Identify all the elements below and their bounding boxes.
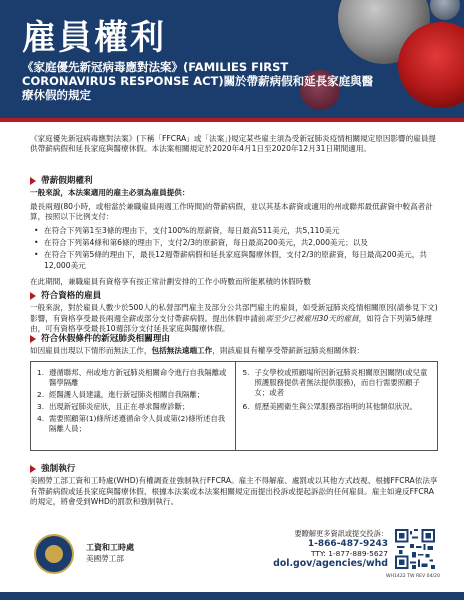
page-title: 雇員權利	[22, 18, 166, 58]
reasons-box	[30, 361, 438, 451]
paid-leave-heading: 帶薪假期權利	[41, 176, 93, 186]
tty-number[interactable]: TTY: 1-877-889-5627	[311, 549, 388, 558]
reasons-column-right	[236, 362, 437, 450]
list-item: • 在符合下列第1至3條的理由下，支付100%的原薪資，每日最高511美元，共5,110美元	[30, 226, 438, 236]
paid-leave-note: 在此期間，兼職雇員有資格享有按正常計劃安排的工作小時數而所能累積的休假時數	[30, 277, 311, 287]
list-item: 5. 子女學校或照顧場所因新冠肺炎相關原因關閉(或兒童照護服務提供者無法提供服務)，而自行需要照顧子女；或者	[242, 368, 428, 397]
list-item: 1. 遵循聯邦、州或地方新冠肺炎相關命令進行自我隔離或醫學隔離	[37, 368, 227, 387]
paid-leave-text: 最長兩週(80小時，或相當於兼職雇員兩週工作時間)的帶薪病假，並以其基本薪資或適用的州或聯邦最低薪資中較高者計算，按照以下比例支付：	[30, 201, 433, 222]
paid-leave-lead: 一般來說，本法案適用的雇主必須為雇員提供：	[30, 188, 190, 198]
page-header	[0, 0, 464, 118]
section-arrow-icon	[30, 465, 36, 473]
eligible-heading: 符合資格的雇員	[41, 291, 102, 301]
footer-bar	[0, 592, 464, 600]
section-heading	[30, 334, 438, 344]
contact-label: 要瞭解更多資訊或提交投訴：	[294, 529, 388, 538]
section-arrow-icon	[30, 292, 36, 300]
list-item: 6. 經歷美國衛生與公眾服務部指明的其他類似狀況。	[242, 402, 418, 411]
qualifying-section	[30, 334, 438, 357]
enforcement-heading: 強制執行	[41, 464, 76, 474]
contact-block	[250, 529, 388, 569]
list-item: • 在符合下列第5條的理由下，最長12週帶薪病假和延長家庭與醫療休假，支付2/3的原薪資，每日最高200美元，共12,000美元	[30, 250, 438, 271]
page-footer	[0, 525, 464, 600]
website-link[interactable]: dol.gov/agencies/whd	[273, 558, 388, 569]
list-item: 3. 出現新冠肺炎症狀，且正在尋求醫療診斷；	[37, 402, 190, 411]
qr-code-icon[interactable]	[395, 529, 435, 569]
section-heading	[30, 176, 438, 186]
dept-subtitle: 美國勞工部	[86, 554, 124, 563]
enforcement-text: 美國勞工部工資和工時處(WHD)有權調查並強制執行FFCRA。雇主不得解雇、處罰或以其他方式歧視、根據FFCRA依法享有帶薪病假或延長家庭與醫療休假、根據本法案或本法案相關規定而提出投訴或提起訴訟的任何雇員。雇主如違反FFCRA的規定，將會受到WHD的罰款和強制執行。	[30, 476, 438, 507]
virus-image	[430, 0, 460, 20]
section-arrow-icon	[30, 335, 36, 343]
qualifying-heading: 符合休假條件的新冠肺炎相關理由	[41, 334, 170, 344]
eligible-section	[30, 291, 438, 335]
phone-number[interactable]: 1-866-487-9243	[307, 539, 388, 549]
enforcement-section	[30, 464, 438, 508]
qualifying-text: 如因雇員出現以下情形而無法工作，包括無法遠端工作，則該雇員有權享受帶薪新冠肺炎相關休假：	[30, 346, 365, 356]
paid-leave-list	[30, 226, 438, 272]
list-item: 2. 經醫護人員建議，進行新冠肺炎相關自我隔離；	[37, 390, 205, 399]
dept-name: 工資和工時處	[86, 543, 134, 552]
intro-paragraph: 《家庭優先新冠病毒應對法案》(下稱「FFCRA」或「法案」)規定某些雇主須為受新冠肺炎疫情相關規定原因影響的雇員提供帶薪病假和延長家庭與醫療休假。本法案相關規定於2020年4月1日至2020年12月31日期間適用。	[30, 134, 437, 154]
header-divider	[0, 118, 464, 122]
eligible-text: 一般來說，對於雇員人數少於500人的私營部門雇主及部分公共部門雇主的雇員，如受新冠肺炎疫情相關原因(請參見下文)影響，有資格享受最長兩週全薪或部分支付帶薪病假。提出休假申請前需至少已被雇用30天的雇員，如符合下列第5條理由，可有資格享受最長10週部分支付延長家庭與醫療休假。	[30, 303, 438, 334]
section-arrow-icon	[30, 177, 36, 185]
dol-seal-icon	[34, 534, 74, 574]
eligible-italic: 需至少已被雇用30天的雇員	[265, 313, 359, 323]
section-heading	[30, 291, 438, 301]
form-code: WH1422 TW REV 04/20	[386, 574, 440, 579]
list-item: • 在符合下列第4條和第6條的理由下，支付2/3的原薪資，每日最高200美元，共2,000美元；以及	[30, 238, 438, 248]
section-heading	[30, 464, 438, 474]
paid-leave-section	[30, 176, 438, 288]
page-subtitle: 《家庭優先新冠病毒應對法案》(FAMILIES FIRST CORONAVIRUS RESPONSE ACT)關於帶薪病假和延長家庭與醫療休假的規定	[22, 60, 374, 102]
reasons-column-left	[31, 362, 236, 450]
list-item: 4. 需要照顧第(1)條所述遵循命令人員或第(2)條所述自我隔離人員；	[37, 414, 226, 433]
